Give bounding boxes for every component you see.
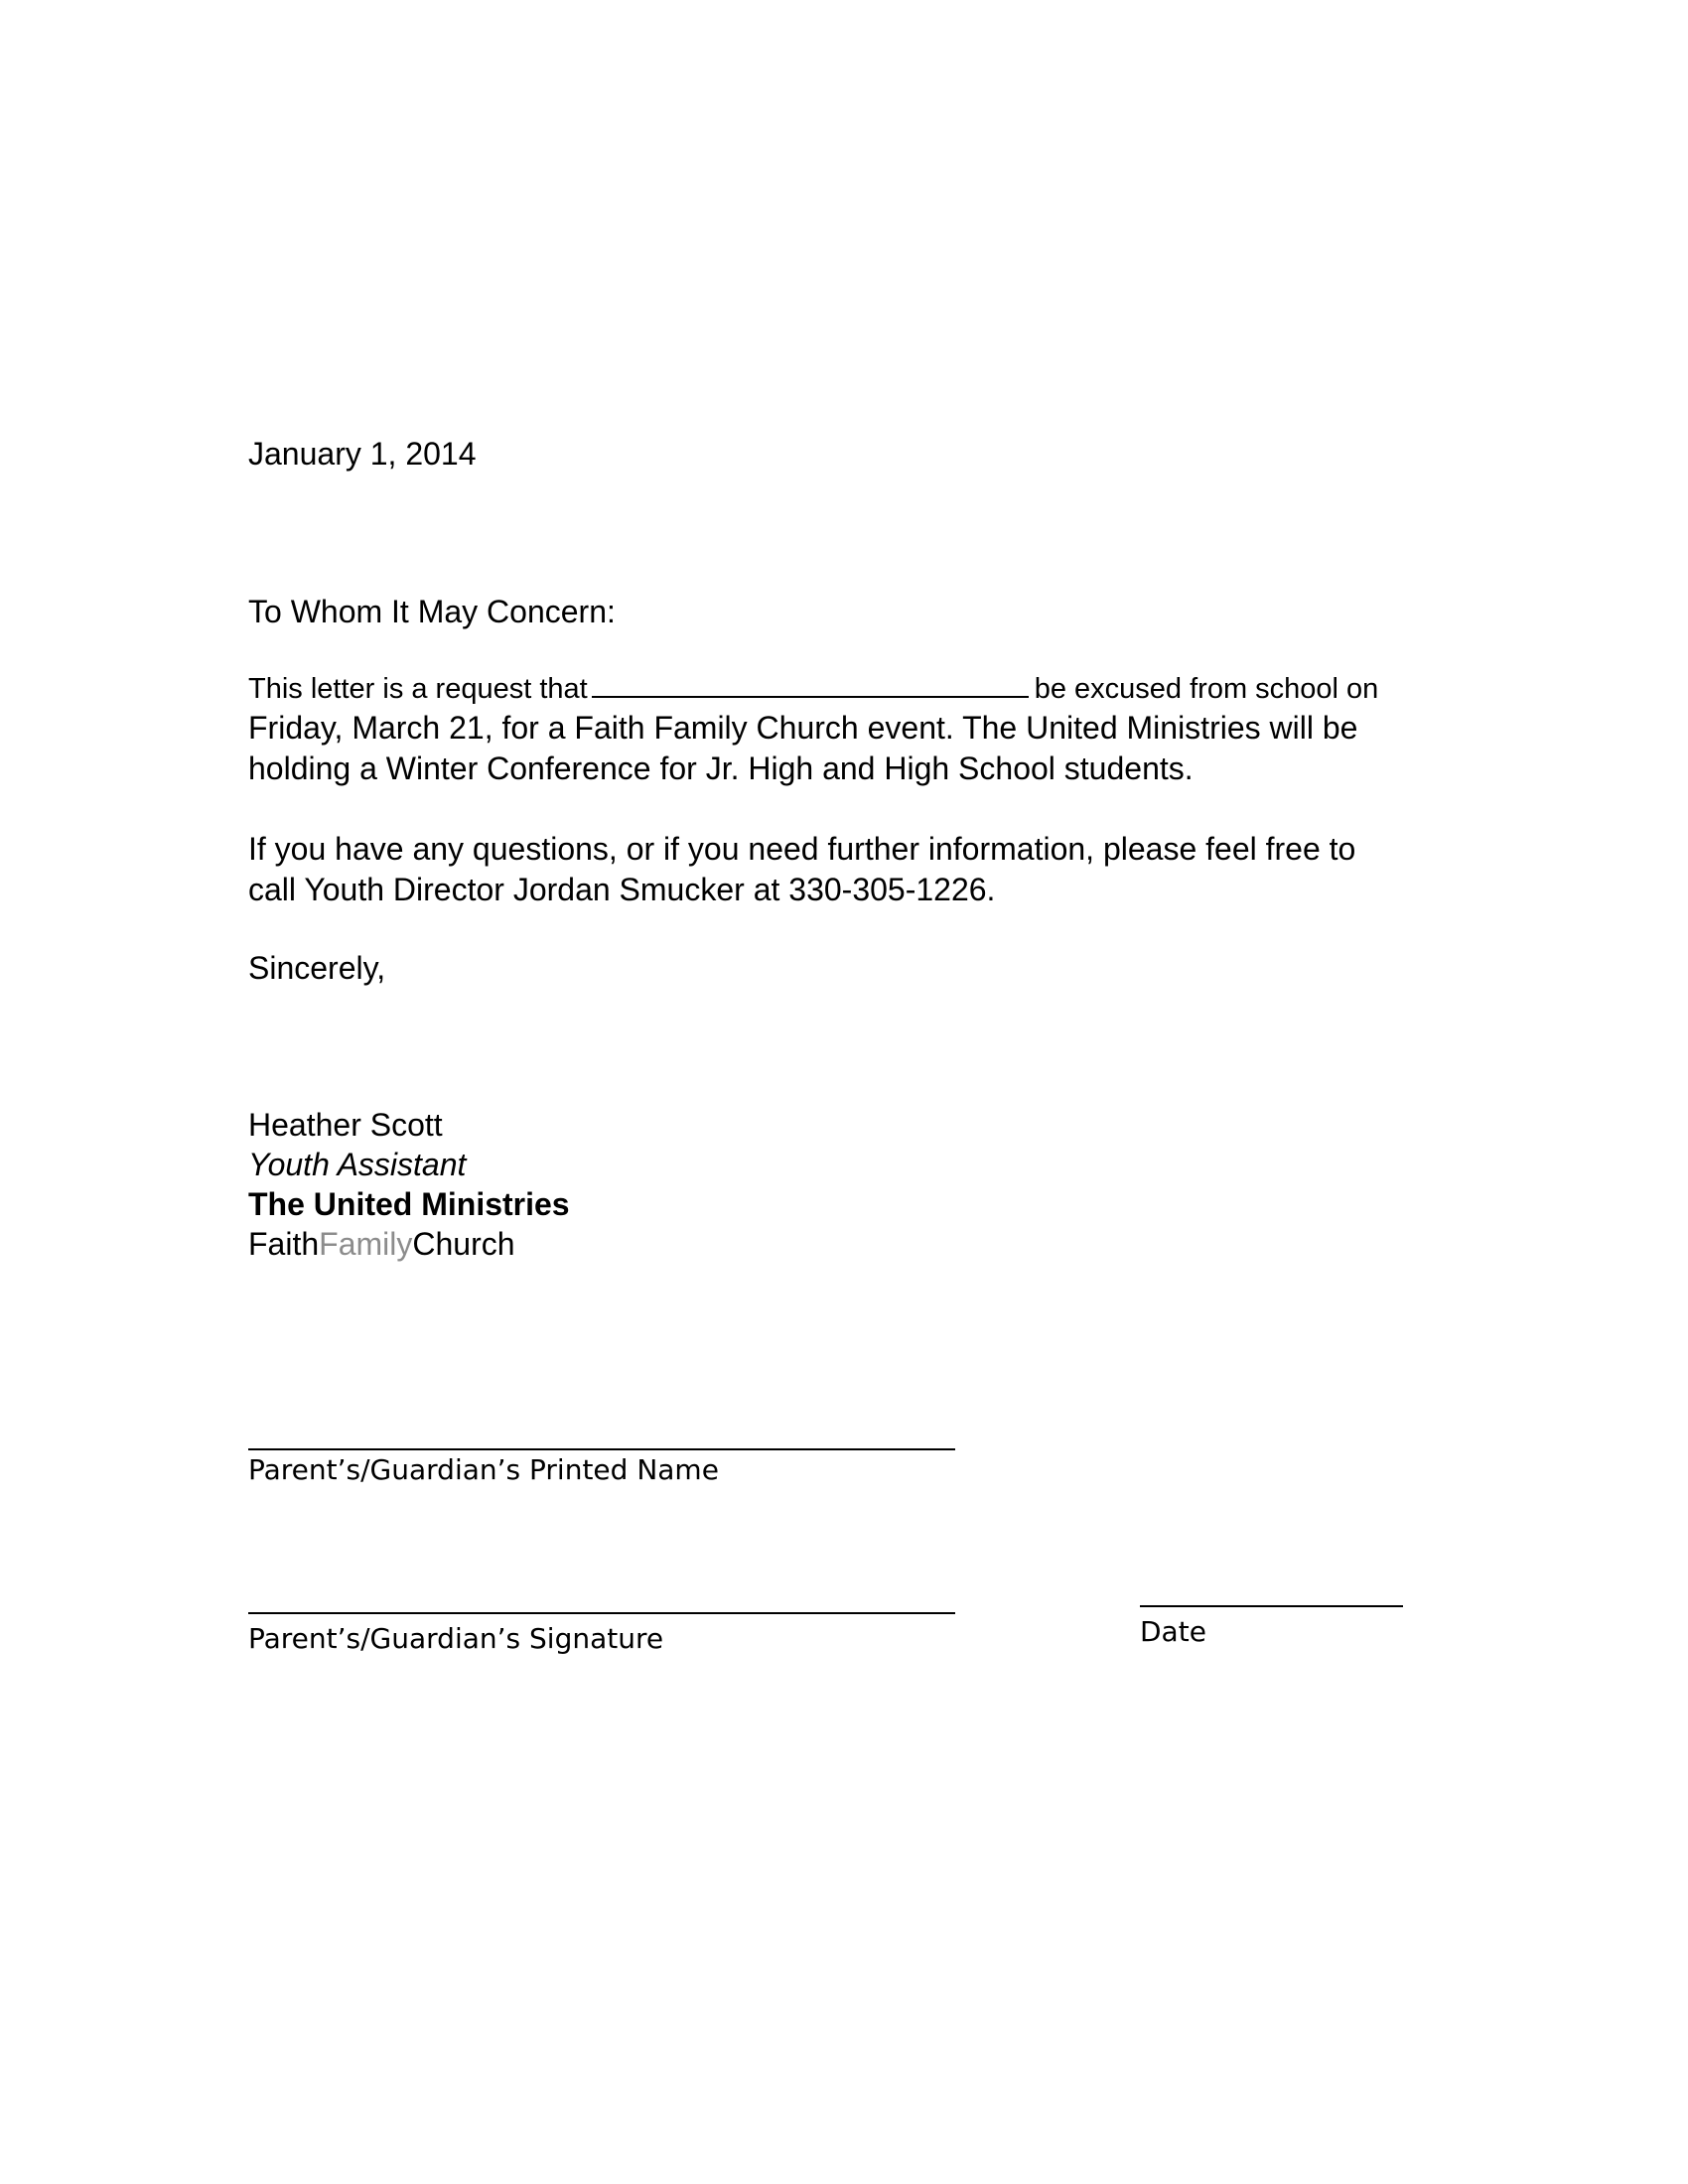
request-paragraph-line-3: holding a Winter Conference for Jr. High and High School students. (248, 751, 1194, 786)
signer-name: Heather Scott (248, 1107, 443, 1143)
printed-name-label: Parent’s/Guardian’s Printed Name (248, 1453, 719, 1486)
student-name-blank[interactable] (592, 672, 1029, 698)
church-name (248, 1224, 515, 1265)
contact-paragraph-line-1: If you have any questions, or if you need further information, please feel free to (248, 831, 1356, 867)
contact-paragraph (248, 829, 1355, 910)
printed-name-line[interactable] (248, 1448, 955, 1450)
church-name-part-church: Church (412, 1226, 515, 1262)
signer-title: Youth Assistant (248, 1147, 467, 1182)
date-line[interactable] (1140, 1605, 1403, 1607)
signer-organization: The United Ministries (248, 1186, 570, 1222)
contact-paragraph-line-2: call Youth Director Jordan Smucker at 330-305-1226. (248, 872, 996, 907)
salutation: To Whom It May Concern: (248, 594, 616, 629)
request-paragraph-line-2: Friday, March 21, for a Faith Family Church event. The United Ministries will be (248, 710, 1358, 746)
closing: Sincerely, (248, 950, 386, 986)
church-name-part-faith: Faith (248, 1226, 320, 1262)
request-suffix: be excused from school on (1034, 673, 1379, 705)
request-prefix: This letter is a request that (248, 673, 588, 705)
signature-label: Parent’s/Guardian’s Signature (248, 1622, 664, 1655)
request-paragraph-line-1 (248, 671, 1440, 708)
signature-line[interactable] (248, 1612, 955, 1614)
letter-date: January 1, 2014 (248, 436, 477, 472)
request-paragraph (248, 671, 1440, 789)
church-name-part-family: Family (319, 1226, 413, 1262)
date-label: Date (1140, 1615, 1206, 1648)
